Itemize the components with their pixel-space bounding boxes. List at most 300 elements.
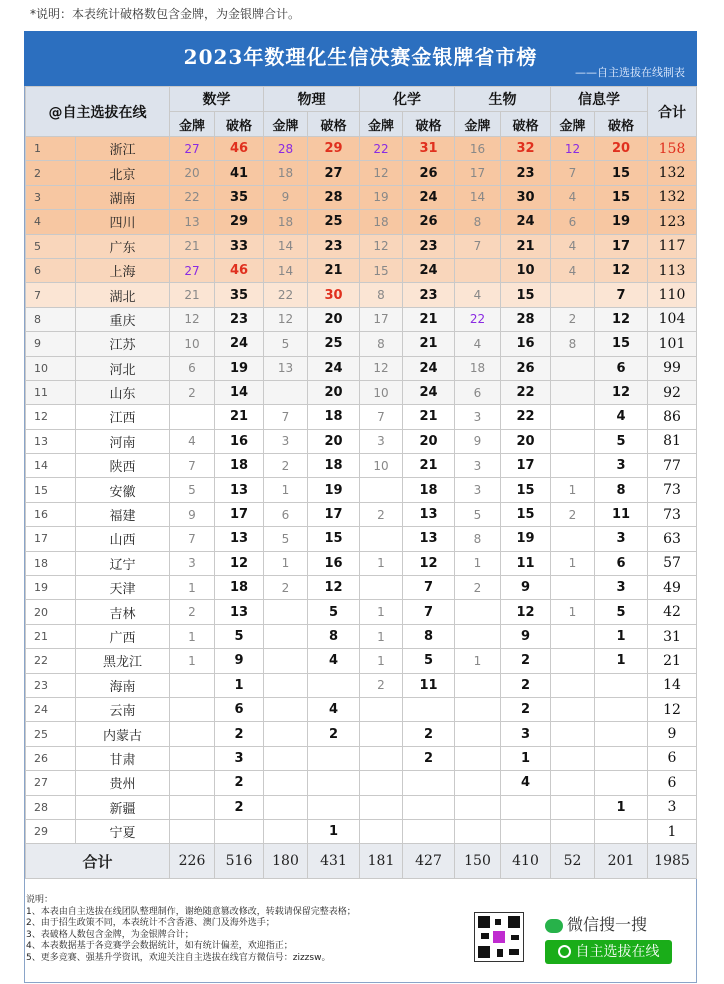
table-row (26, 722, 697, 746)
gold-count-cell: 1 (360, 649, 403, 673)
break-count-cell: 27 (308, 161, 360, 185)
gold-count-cell (360, 527, 403, 551)
province-cell: 重庆 (76, 307, 170, 331)
subject-header-physics: 物理 (264, 87, 360, 112)
gold-count-cell (360, 746, 403, 770)
break-count-cell (403, 697, 455, 721)
gold-count-cell: 1 (170, 624, 215, 648)
gold-count-cell (551, 454, 595, 478)
rank-cell: 5 (26, 234, 76, 258)
total-cell: 101 (648, 332, 697, 356)
province-cell: 辽宁 (76, 551, 170, 575)
corner-header: @自主选拔在线 (26, 87, 170, 137)
break-count-cell: 32 (501, 137, 551, 161)
top-note: *说明：本表统计破格数包含金牌，为金银牌合计。 (30, 7, 301, 21)
gold-count-cell: 3 (264, 429, 308, 453)
break-count-cell: 6 (595, 551, 648, 575)
gold-count-cell: 4 (551, 234, 595, 258)
gold-count-cell: 12 (360, 234, 403, 258)
table-row (26, 283, 697, 307)
gold-count-cell (455, 771, 501, 795)
gold-count-cell: 2 (455, 576, 501, 600)
gold-count-cell: 7 (170, 527, 215, 551)
table-row (26, 697, 697, 721)
break-count-cell: 2 (501, 649, 551, 673)
break-count-cell: 2 (215, 795, 264, 819)
gold-count-cell (264, 795, 308, 819)
break-count-cell (501, 795, 551, 819)
break-count-cell: 29 (308, 137, 360, 161)
break-count-cell: 23 (215, 307, 264, 331)
break-count-cell: 28 (501, 307, 551, 331)
gold-count-cell: 7 (551, 161, 595, 185)
sum-break-cell: 516 (215, 844, 264, 879)
break-count-cell (501, 819, 551, 843)
gold-count-cell: 18 (455, 356, 501, 380)
break-count-cell (308, 673, 360, 697)
gold-count-cell: 1 (455, 551, 501, 575)
province-cell: 广西 (76, 624, 170, 648)
gold-header: 金牌 (360, 112, 403, 137)
province-cell: 陕西 (76, 454, 170, 478)
break-count-cell: 9 (501, 624, 551, 648)
table-row (26, 234, 697, 258)
gold-count-cell: 14 (264, 258, 308, 282)
gold-count-cell (551, 405, 595, 429)
break-count-cell: 9 (215, 649, 264, 673)
gold-count-cell: 18 (264, 210, 308, 234)
break-count-cell: 3 (501, 722, 551, 746)
break-count-cell: 2 (308, 722, 360, 746)
gold-count-cell (455, 258, 501, 282)
gold-count-cell: 2 (170, 380, 215, 404)
break-count-cell (308, 771, 360, 795)
gold-count-cell: 21 (170, 283, 215, 307)
province-cell: 湖南 (76, 185, 170, 209)
rank-cell: 1 (26, 137, 76, 161)
total-cell: 42 (648, 600, 697, 624)
gold-count-cell: 1 (551, 551, 595, 575)
break-count-cell: 12 (215, 551, 264, 575)
gold-count-cell (455, 673, 501, 697)
sum-gold-cell: 150 (455, 844, 501, 879)
table-row (26, 258, 697, 282)
gold-count-cell: 22 (455, 307, 501, 331)
gold-count-cell (551, 722, 595, 746)
rank-cell: 27 (26, 771, 76, 795)
break-count-cell: 18 (215, 576, 264, 600)
table-row (26, 429, 697, 453)
break-count-cell: 5 (595, 429, 648, 453)
province-cell: 甘肃 (76, 746, 170, 770)
break-count-cell: 20 (403, 429, 455, 453)
break-count-cell: 1 (308, 819, 360, 843)
sum-row (26, 844, 697, 879)
gold-count-cell: 3 (360, 429, 403, 453)
break-count-cell: 23 (403, 234, 455, 258)
break-count-cell: 3 (595, 576, 648, 600)
gold-count-cell: 5 (455, 502, 501, 526)
province-cell: 新疆 (76, 795, 170, 819)
break-count-cell: 12 (595, 380, 648, 404)
break-count-cell: 16 (215, 429, 264, 453)
gold-count-cell (455, 819, 501, 843)
break-count-cell: 30 (308, 283, 360, 307)
gold-count-cell (170, 746, 215, 770)
break-count-cell (215, 819, 264, 843)
rank-cell: 20 (26, 600, 76, 624)
break-count-cell: 2 (403, 746, 455, 770)
break-count-cell: 21 (215, 405, 264, 429)
gold-count-cell (551, 283, 595, 307)
break-count-cell: 13 (403, 527, 455, 551)
gold-count-cell: 1 (360, 551, 403, 575)
total-cell: 63 (648, 527, 697, 551)
break-count-cell: 46 (215, 258, 264, 282)
gold-count-cell: 2 (551, 307, 595, 331)
break-header: 破格 (595, 112, 648, 137)
table-row (26, 771, 697, 795)
break-count-cell: 9 (501, 576, 551, 600)
gold-header: 金牌 (455, 112, 501, 137)
rank-cell: 16 (26, 502, 76, 526)
break-count-cell: 28 (308, 185, 360, 209)
break-count-cell: 7 (403, 576, 455, 600)
table-row (26, 527, 697, 551)
break-count-cell: 15 (595, 185, 648, 209)
break-count-cell: 33 (215, 234, 264, 258)
province-cell: 湖北 (76, 283, 170, 307)
break-count-cell (595, 819, 648, 843)
table-row (26, 819, 697, 843)
break-count-cell: 26 (403, 210, 455, 234)
break-count-cell: 3 (595, 527, 648, 551)
gold-count-cell (360, 795, 403, 819)
break-count-cell: 16 (501, 332, 551, 356)
gold-count-cell: 4 (455, 283, 501, 307)
gold-count-cell (551, 429, 595, 453)
gold-count-cell: 18 (360, 210, 403, 234)
table-row (26, 502, 697, 526)
gold-count-cell (360, 478, 403, 502)
rank-cell: 29 (26, 819, 76, 843)
subject-header-informatics: 信息学 (551, 87, 648, 112)
break-header: 破格 (501, 112, 551, 137)
break-count-cell: 11 (595, 502, 648, 526)
gold-count-cell (551, 673, 595, 697)
gold-count-cell: 6 (170, 356, 215, 380)
gold-count-cell: 2 (360, 673, 403, 697)
rank-cell: 22 (26, 649, 76, 673)
province-cell: 上海 (76, 258, 170, 282)
break-count-cell: 19 (308, 478, 360, 502)
break-count-cell: 35 (215, 185, 264, 209)
rank-cell: 26 (26, 746, 76, 770)
gold-count-cell (264, 819, 308, 843)
gold-count-cell: 5 (264, 332, 308, 356)
total-cell: 86 (648, 405, 697, 429)
break-count-cell: 2 (403, 722, 455, 746)
gold-count-cell (264, 649, 308, 673)
gold-count-cell (264, 624, 308, 648)
table-row (26, 137, 697, 161)
total-cell: 73 (648, 478, 697, 502)
gold-count-cell: 12 (360, 356, 403, 380)
sum-break-cell: 431 (308, 844, 360, 879)
break-count-cell: 24 (215, 332, 264, 356)
province-cell: 贵州 (76, 771, 170, 795)
sum-gold-cell: 180 (264, 844, 308, 879)
break-count-cell: 5 (215, 624, 264, 648)
break-count-cell (308, 795, 360, 819)
gold-count-cell: 12 (264, 307, 308, 331)
gold-count-cell: 1 (170, 576, 215, 600)
gold-count-cell (170, 771, 215, 795)
gold-count-cell: 12 (551, 137, 595, 161)
gold-count-cell: 19 (360, 185, 403, 209)
gold-count-cell: 2 (170, 600, 215, 624)
gold-count-cell: 8 (360, 283, 403, 307)
gold-count-cell (170, 795, 215, 819)
total-cell: 49 (648, 576, 697, 600)
break-count-cell: 1 (595, 795, 648, 819)
gold-count-cell: 27 (170, 137, 215, 161)
break-count-cell: 19 (215, 356, 264, 380)
break-count-cell: 1 (595, 649, 648, 673)
break-count-cell: 20 (595, 137, 648, 161)
province-cell: 内蒙古 (76, 722, 170, 746)
total-header: 合计 (648, 87, 697, 137)
gold-count-cell: 16 (455, 137, 501, 161)
gold-count-cell: 6 (455, 380, 501, 404)
gold-count-cell: 15 (360, 258, 403, 282)
gold-header: 金牌 (551, 112, 595, 137)
break-count-cell: 13 (215, 527, 264, 551)
break-count-cell (595, 697, 648, 721)
gold-count-cell: 22 (264, 283, 308, 307)
gold-count-cell: 12 (170, 307, 215, 331)
gold-count-cell: 1 (551, 478, 595, 502)
break-count-cell (403, 771, 455, 795)
gold-count-cell: 5 (170, 478, 215, 502)
gold-count-cell (360, 771, 403, 795)
qr-code-icon (474, 912, 524, 962)
province-cell: 宁夏 (76, 819, 170, 843)
break-count-cell: 7 (595, 283, 648, 307)
subject-header-math: 数学 (170, 87, 264, 112)
gold-count-cell: 1 (360, 600, 403, 624)
footer-line: 3、表破格人数包含金牌，为金银牌合计； (26, 929, 194, 940)
rank-cell: 17 (26, 527, 76, 551)
break-count-cell (595, 722, 648, 746)
break-count-cell: 12 (403, 551, 455, 575)
ranking-table (25, 86, 697, 879)
rank-cell: 21 (26, 624, 76, 648)
total-cell: 158 (648, 137, 697, 161)
credit-text: ——自主选拔在线制表 (575, 66, 685, 79)
break-count-cell: 3 (215, 746, 264, 770)
gold-count-cell: 4 (170, 429, 215, 453)
subject-header-chemistry: 化学 (360, 87, 455, 112)
gold-count-cell (264, 697, 308, 721)
break-count-cell: 17 (308, 502, 360, 526)
province-cell: 江西 (76, 405, 170, 429)
province-cell: 河南 (76, 429, 170, 453)
break-count-cell: 21 (403, 332, 455, 356)
gold-count-cell: 17 (455, 161, 501, 185)
gold-count-cell (551, 380, 595, 404)
break-count-cell: 21 (403, 307, 455, 331)
gold-count-cell: 1 (360, 624, 403, 648)
break-count-cell: 5 (403, 649, 455, 673)
rank-cell: 11 (26, 380, 76, 404)
wechat-icon (545, 919, 563, 933)
break-count-cell: 1 (595, 624, 648, 648)
total-cell: 81 (648, 429, 697, 453)
total-cell: 14 (648, 673, 697, 697)
total-cell: 1 (648, 819, 697, 843)
break-count-cell: 5 (595, 600, 648, 624)
province-cell: 山东 (76, 380, 170, 404)
province-cell: 福建 (76, 502, 170, 526)
gold-count-cell (455, 722, 501, 746)
rank-cell: 3 (26, 185, 76, 209)
sum-gold-cell: 52 (551, 844, 595, 879)
break-count-cell: 4 (308, 649, 360, 673)
break-count-cell: 11 (403, 673, 455, 697)
break-count-cell: 20 (308, 429, 360, 453)
rank-cell: 2 (26, 161, 76, 185)
break-count-cell: 20 (308, 380, 360, 404)
table-row (26, 624, 697, 648)
gold-count-cell: 27 (170, 258, 215, 282)
gold-count-cell: 9 (455, 429, 501, 453)
total-cell: 110 (648, 283, 697, 307)
gold-count-cell (455, 795, 501, 819)
break-count-cell: 21 (403, 454, 455, 478)
table-row (26, 673, 697, 697)
rank-cell: 9 (26, 332, 76, 356)
gold-count-cell: 8 (455, 210, 501, 234)
break-count-cell: 24 (403, 356, 455, 380)
table-row (26, 649, 697, 673)
province-cell: 云南 (76, 697, 170, 721)
total-cell: 132 (648, 185, 697, 209)
break-count-cell: 21 (403, 405, 455, 429)
table-row (26, 454, 697, 478)
break-count-cell: 41 (215, 161, 264, 185)
grand-total-cell: 1985 (648, 844, 697, 879)
province-cell: 河北 (76, 356, 170, 380)
break-count-cell: 11 (501, 551, 551, 575)
total-cell: 21 (648, 649, 697, 673)
break-count-cell: 18 (308, 454, 360, 478)
break-count-cell (403, 819, 455, 843)
break-count-cell: 23 (501, 161, 551, 185)
province-cell: 黑龙江 (76, 649, 170, 673)
gold-count-cell: 8 (455, 527, 501, 551)
gold-count-cell (264, 722, 308, 746)
gold-count-cell: 22 (360, 137, 403, 161)
total-cell: 123 (648, 210, 697, 234)
gold-count-cell: 14 (455, 185, 501, 209)
total-cell: 92 (648, 380, 697, 404)
break-count-cell: 25 (308, 210, 360, 234)
break-count-cell: 17 (215, 502, 264, 526)
gold-count-cell (551, 356, 595, 380)
sum-label: 合计 (26, 844, 170, 879)
gold-count-cell: 2 (264, 576, 308, 600)
break-count-cell: 1 (501, 746, 551, 770)
wechat-search-button[interactable]: 自主选拔在线 (545, 940, 672, 964)
gold-count-cell: 10 (360, 454, 403, 478)
break-count-cell: 19 (595, 210, 648, 234)
gold-count-cell (551, 795, 595, 819)
gold-count-cell: 12 (360, 161, 403, 185)
gold-count-cell (360, 819, 403, 843)
gold-count-cell: 22 (170, 185, 215, 209)
break-count-cell: 18 (308, 405, 360, 429)
gold-count-cell: 10 (170, 332, 215, 356)
break-count-cell: 12 (308, 576, 360, 600)
gold-count-cell (551, 746, 595, 770)
gold-count-cell (551, 697, 595, 721)
break-count-cell (308, 746, 360, 770)
rank-cell: 25 (26, 722, 76, 746)
gold-count-cell (455, 697, 501, 721)
gold-count-cell: 2 (264, 454, 308, 478)
break-count-cell: 24 (403, 380, 455, 404)
rank-cell: 18 (26, 551, 76, 575)
table-row (26, 600, 697, 624)
gold-count-cell: 1 (455, 649, 501, 673)
gold-count-cell (455, 746, 501, 770)
sum-break-cell: 201 (595, 844, 648, 879)
table-row (26, 210, 697, 234)
break-count-cell: 7 (403, 600, 455, 624)
break-count-cell (595, 673, 648, 697)
province-cell: 浙江 (76, 137, 170, 161)
gold-count-cell: 6 (264, 502, 308, 526)
gold-count-cell: 7 (360, 405, 403, 429)
break-count-cell: 17 (595, 234, 648, 258)
province-cell: 海南 (76, 673, 170, 697)
gold-count-cell: 7 (170, 454, 215, 478)
break-count-cell: 23 (308, 234, 360, 258)
total-cell: 73 (648, 502, 697, 526)
break-count-cell (595, 771, 648, 795)
gold-count-cell: 8 (360, 332, 403, 356)
break-count-cell: 15 (501, 478, 551, 502)
break-header: 破格 (215, 112, 264, 137)
total-cell: 117 (648, 234, 697, 258)
footer-line: 说明： (26, 895, 54, 905)
gold-header: 金牌 (170, 112, 215, 137)
gold-count-cell (551, 819, 595, 843)
break-count-cell: 35 (215, 283, 264, 307)
total-cell: 31 (648, 624, 697, 648)
break-count-cell: 15 (501, 502, 551, 526)
break-count-cell: 13 (215, 600, 264, 624)
gold-count-cell (551, 576, 595, 600)
break-count-cell: 4 (308, 697, 360, 721)
total-cell: 6 (648, 771, 697, 795)
gold-count-cell: 2 (360, 502, 403, 526)
break-count-cell: 4 (501, 771, 551, 795)
break-count-cell: 1 (215, 673, 264, 697)
break-count-cell: 3 (595, 454, 648, 478)
break-count-cell: 4 (595, 405, 648, 429)
